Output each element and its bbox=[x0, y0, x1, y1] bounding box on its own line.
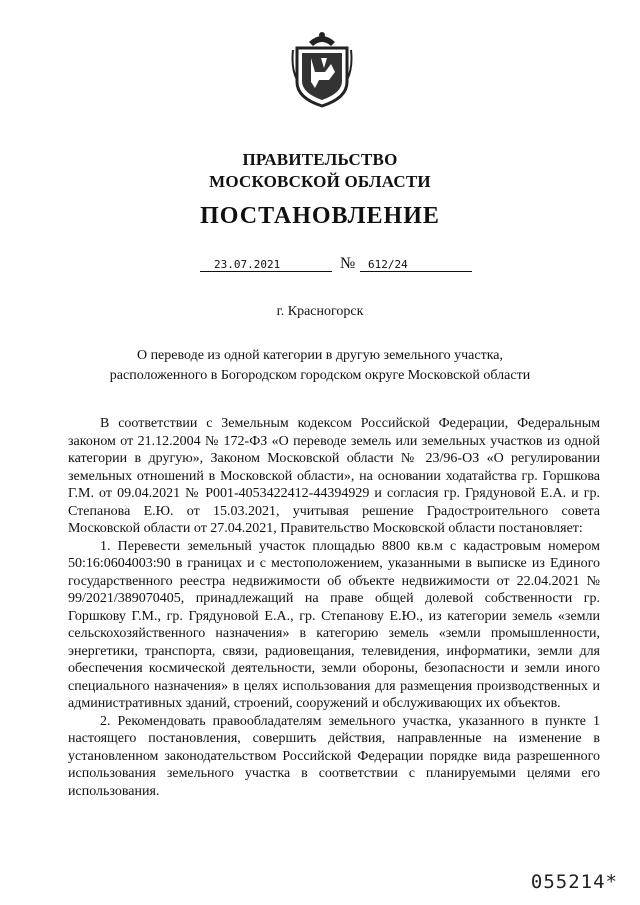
document-number: 612/24 bbox=[360, 258, 472, 272]
organization-name-line2: МОСКОВСКОЙ ОБЛАСТИ bbox=[209, 172, 431, 191]
subject-line2: расположенного в Богородском городском округе Московской области bbox=[109, 368, 531, 383]
number-sign: № bbox=[340, 255, 356, 272]
subject-line1: О переводе из одной категории в другую земельного участка, bbox=[136, 348, 504, 363]
document-subject bbox=[0, 346, 640, 386]
document-date: 23.07.2021 bbox=[200, 258, 332, 272]
item-2-paragraph: 2. Рекомендовать правообладателям земельного участка, указанного в пункте 1 настоящего постановления, совершить действия, направленные на изменение в установленном законодательством Российской Федерации порядке вида разрешенного использования земельного участка в соответствии с планируемыми целями его использования. bbox=[68, 713, 600, 799]
document-type-title: ПОСТАНОВЛЕНИЕ bbox=[200, 203, 440, 229]
city-name: г. Красногорск bbox=[276, 304, 364, 319]
organization-name-line1: ПРАВИТЕЛЬСТВО bbox=[242, 150, 398, 169]
document-body bbox=[68, 415, 600, 800]
item-1-paragraph: 1. Перевести земельный участок площадью 8800 кв.м с кадастровым номером 50:16:0604003:90 в границах и с местоположением, указанными в выписке из Единого государственного реестра недвижимости об объекте недвижимости от 22.04.2021 № 99/2021/389070405, принадлежащий на праве общей долевой собственности гр. Горшкову Г.М., гр. Грядуновой Е.А., гр. Степанову Е.Ю., из категории земель «земли сельскохозяйственного назначения» в категорию земель «земли промышленности, энергетики, транспорта, связи, радиовещания, телевидения, информатики, земли для обеспечения космической деятельности, земли обороны, безопасности и земли иного специального назначения» в целях использования для размещения производственных и административных зданий, строений, сооружений и обслуживающих их объектов. bbox=[68, 538, 600, 711]
preamble-paragraph: В соответствии с Земельным кодексом Российской Федерации, Федеральным законом от 21.12.2004 № 172-ФЗ «О переводе земель или земельных участков из одной категории в другую», Законом Московской области № 23/96-ОЗ «О регулировании земельных отношений в Московской области», на основании ходатайства гр. Горшкова Г.М. от 09.04.2021 № Р001-4053422412-44394929 и согласия гр. Грядуновой Е.А. и гр. Степанова Е.Ю. от 15.03.2021, учитывая решение Градостроительного совета Московской области от 27.04.2021, Правительство Московской области постановляет: bbox=[68, 416, 600, 536]
date-number-line bbox=[0, 255, 640, 276]
coat-of-arms-icon bbox=[291, 28, 353, 108]
serial-number-stamp: 055214* bbox=[530, 871, 618, 893]
